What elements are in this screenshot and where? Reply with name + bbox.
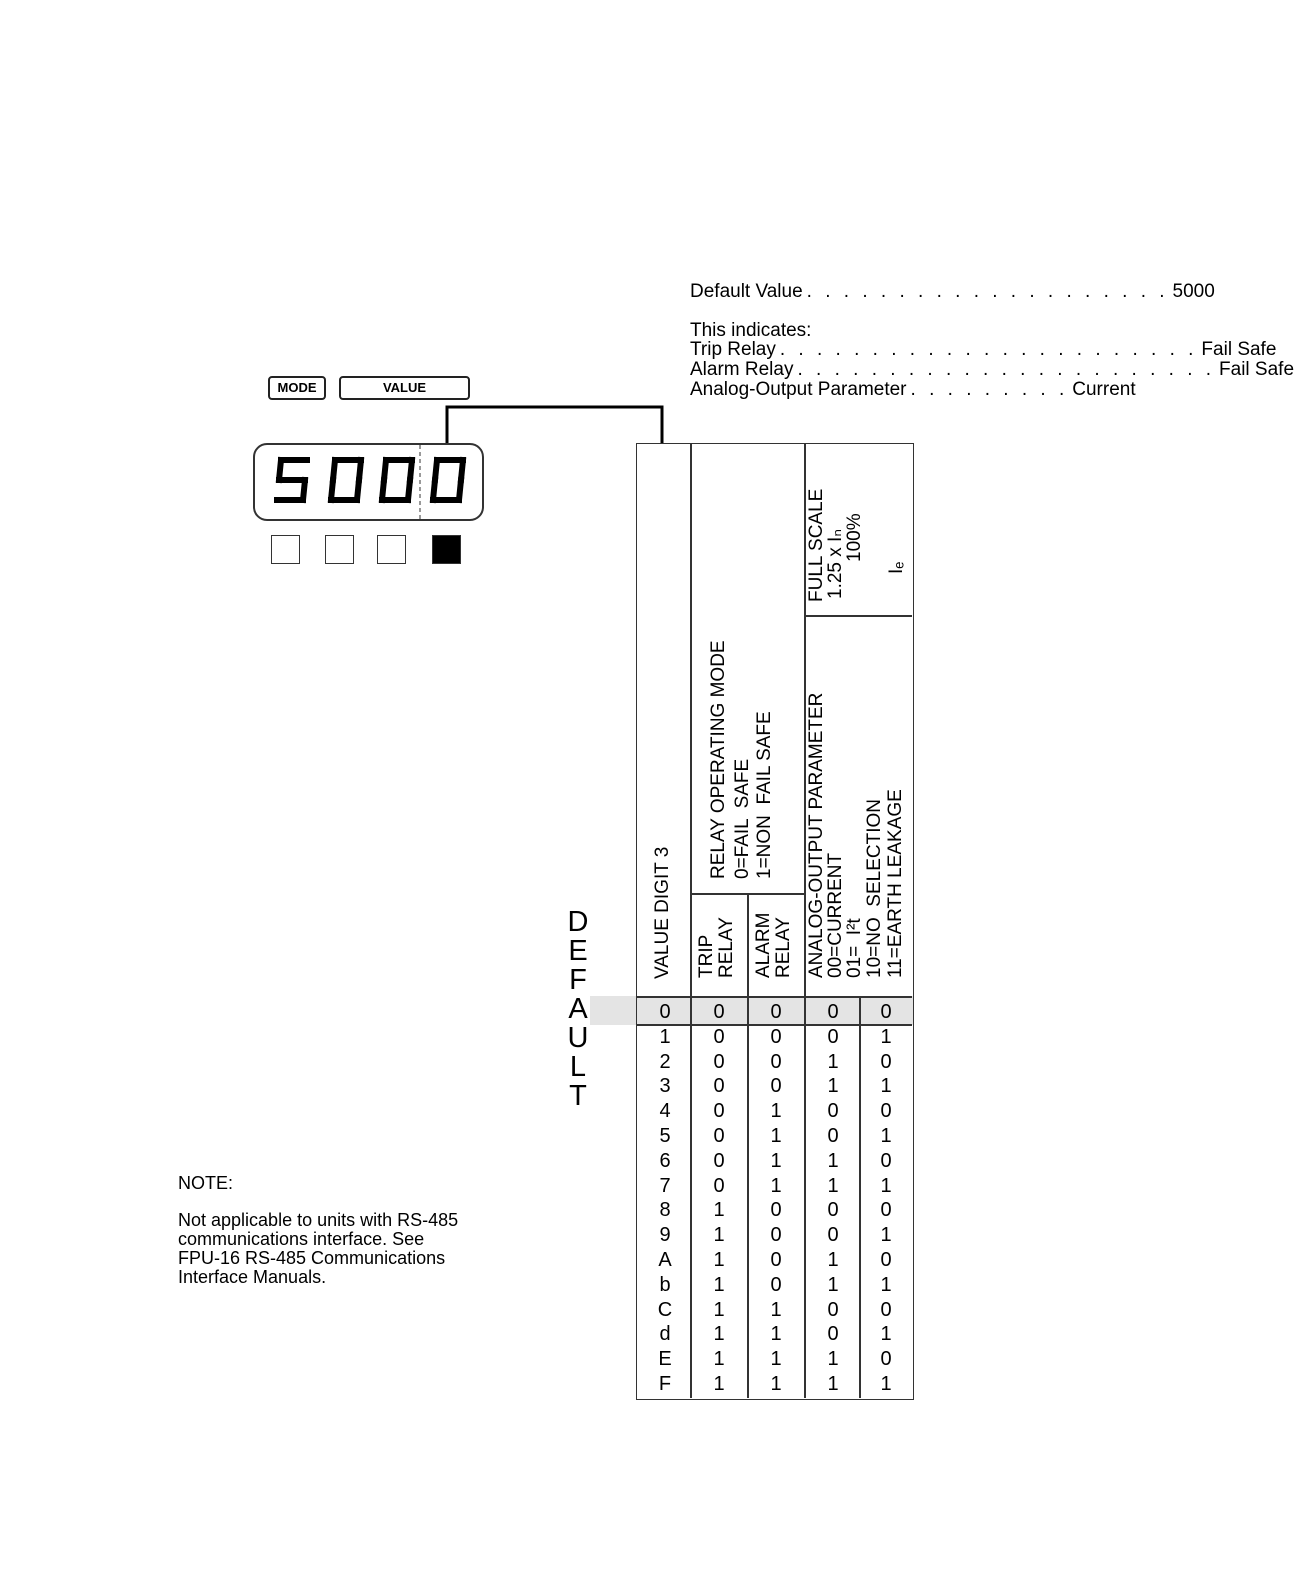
table-cell: 2 — [659, 1050, 671, 1073]
table-cell: 0 — [713, 1025, 725, 1048]
table-cell: 1 — [659, 1025, 671, 1048]
digit-segment — [433, 480, 435, 500]
full-scale-current: 1.25 x Iₙ — [825, 529, 846, 599]
note-line-2: communications interface. See — [178, 1229, 425, 1249]
note-title: NOTE: — [178, 1173, 234, 1193]
table-cell: b — [659, 1273, 671, 1296]
table-cell: 5 — [659, 1125, 671, 1147]
analog-output-header: ANALOG-OUTPUT PARAMETER — [806, 692, 827, 978]
table-cell: 0 — [713, 1125, 725, 1147]
table-cell: 1 — [770, 1174, 782, 1197]
default-letter: L — [569, 1051, 587, 1083]
table-cell: 1 — [880, 1273, 892, 1296]
table-cell: 0 — [827, 1125, 839, 1147]
digit-segment — [410, 460, 412, 480]
table-cell: 0 — [827, 1323, 839, 1346]
trip-relay-label: Trip Relay — [690, 339, 776, 360]
leader-dots: . . . . . . . . . — [910, 379, 1069, 400]
table-cell: 0 — [827, 1001, 839, 1023]
digit-indicator-3 — [377, 535, 406, 564]
table-cell: 0 — [880, 1001, 892, 1023]
default-letter: D — [567, 906, 589, 938]
seven-segment-digits — [255, 445, 482, 519]
full-scale-percent: 100% — [844, 513, 865, 562]
table-cell: 1 — [770, 1323, 782, 1346]
digit-indicator-4-selected — [432, 535, 461, 564]
table-cell: 1 — [713, 1298, 725, 1321]
alarm-relay-header-1: ALARM — [753, 912, 774, 978]
table-cell: 0 — [713, 1050, 725, 1073]
relay-mode-option-1: 1=NON FAIL SAFE — [754, 711, 775, 879]
table-cell: 0 — [827, 1224, 839, 1247]
relay-mode-option-0: 0=FAIL SAFE — [732, 758, 753, 879]
table-cell: 0 — [770, 1050, 782, 1073]
analog-output-label: Analog-Output Parameter — [690, 379, 907, 400]
default-letter: T — [569, 1080, 587, 1112]
default-letter: E — [568, 935, 588, 967]
table-cell: 1 — [827, 1050, 839, 1073]
table-cell: 1 — [713, 1373, 725, 1395]
table-cell: 1 — [827, 1149, 839, 1172]
digit-segment — [382, 480, 384, 500]
table-cell: 1 — [880, 1174, 892, 1197]
digit-segment — [461, 460, 463, 480]
analog-output-value: Current — [1072, 379, 1136, 400]
analog-option-10: 10=NO SELECTION — [864, 799, 885, 978]
digit-segment — [384, 460, 386, 480]
table-cell: 8 — [659, 1199, 671, 1222]
table-cell: 0 — [770, 1001, 782, 1023]
table-cell: 0 — [770, 1199, 782, 1222]
table-cell: 1 — [827, 1174, 839, 1197]
digit-segment — [333, 460, 335, 480]
table-cell: 1 — [770, 1125, 782, 1147]
alarm-relay-label: Alarm Relay — [690, 359, 794, 380]
default-value-label: Default Value — [690, 281, 803, 302]
table-cell: 0 — [827, 1298, 839, 1321]
trip-relay-header-2: RELAY — [716, 917, 737, 978]
table-cell: 0 — [713, 1075, 725, 1098]
digit-segment — [331, 480, 333, 500]
alarm-relay-header-2: RELAY — [773, 917, 794, 978]
table-cell: 1 — [713, 1224, 725, 1247]
table-cell: C — [657, 1298, 673, 1321]
table-cell: 0 — [770, 1075, 782, 1098]
value-button[interactable]: VALUE — [339, 376, 470, 400]
table-cell: E — [658, 1348, 672, 1371]
table-cell: 1 — [827, 1373, 839, 1395]
table-cell: 1 — [770, 1373, 782, 1395]
table-cell: 0 — [713, 1174, 725, 1197]
table-cell: 1 — [827, 1075, 839, 1098]
table-cell: 0 — [713, 1149, 725, 1172]
note-line-1: Not applicable to units with RS-485 — [178, 1210, 459, 1230]
table-cell: 9 — [659, 1224, 671, 1247]
note-line-3: FPU-16 RS-485 Communications — [178, 1248, 446, 1268]
table-cell: 3 — [659, 1075, 671, 1098]
analog-option-11: 11=EARTH LEAKAGE — [885, 789, 906, 978]
table-cell: 1 — [713, 1323, 725, 1346]
table-cell: 6 — [659, 1149, 671, 1172]
table-cell: 0 — [827, 1199, 839, 1222]
table-cell: 1 — [827, 1249, 839, 1271]
indicates-label: This indicates: — [690, 320, 812, 341]
table-cell: 1 — [880, 1224, 892, 1247]
table-cell: 1 — [770, 1348, 782, 1371]
table-cell: 1 — [827, 1348, 839, 1371]
row-divider — [637, 996, 912, 998]
analog-option-00: 00=CURRENT — [825, 852, 846, 978]
default-value: 5000 — [1172, 281, 1215, 302]
table-cell: 1 — [880, 1075, 892, 1098]
table-cell: 0 — [659, 1001, 671, 1023]
table-cell: 0 — [880, 1149, 892, 1172]
table-cell: 0 — [713, 1001, 725, 1023]
table-cell: 0 — [827, 1100, 839, 1123]
table-cell: 0 — [880, 1348, 892, 1371]
leader-dots: . . . . . . . . . . . . . . . . . . . . — [806, 281, 1169, 302]
relay-mode-header: RELAY OPERATING MODE — [708, 640, 729, 879]
value-digit-table — [636, 443, 914, 1400]
note-line-4: Interface Manuals. — [178, 1267, 327, 1287]
leader-dots: . . . . . . . . . . . . . . . . . . . . . . . — [779, 339, 1198, 360]
table-cell: 0 — [770, 1025, 782, 1048]
default-letter: U — [567, 1022, 589, 1054]
table-cell: 1 — [770, 1298, 782, 1321]
table-cell: 0 — [770, 1224, 782, 1247]
default-vertical-label — [565, 908, 591, 1111]
table-cell: d — [659, 1323, 671, 1346]
default-letter: A — [568, 993, 588, 1025]
table-cell: 0 — [880, 1050, 892, 1073]
table-cell: 1 — [713, 1199, 725, 1222]
row-divider — [804, 615, 912, 617]
table-cell: 1 — [880, 1323, 892, 1346]
mode-button[interactable]: MODE — [268, 376, 326, 400]
table-cell: 1 — [713, 1273, 725, 1296]
table-cell: 1 — [827, 1273, 839, 1296]
table-cell: 4 — [659, 1100, 671, 1123]
row-divider — [690, 893, 804, 895]
table-cell: F — [658, 1373, 672, 1395]
digit-indicator-2 — [325, 535, 354, 564]
default-letter: F — [569, 964, 587, 996]
table-cell: 0 — [880, 1100, 892, 1123]
table-cell: 7 — [659, 1174, 671, 1197]
digit-segment — [359, 460, 361, 480]
table-cell: 0 — [880, 1249, 892, 1271]
table-cell: 0 — [713, 1100, 725, 1123]
alarm-relay-value: Fail Safe — [1219, 359, 1294, 380]
table-cell: 1 — [880, 1125, 892, 1147]
table-cell: 1 — [880, 1373, 892, 1395]
leader-dots: . . . . . . . . . . . . . . . . . . . . . . . — [797, 359, 1216, 380]
table-cell: 0 — [770, 1273, 782, 1296]
digit-segment — [435, 460, 437, 480]
table-cell: 1 — [770, 1100, 782, 1123]
full-scale-earth-leakage: Iₑ — [886, 561, 907, 574]
table-cell: 0 — [770, 1249, 782, 1271]
table-cell: 0 — [827, 1025, 839, 1048]
digit-indicator-1 — [271, 535, 300, 564]
table-cell: A — [658, 1249, 672, 1271]
table-cell: 1 — [713, 1348, 725, 1371]
table-cell: 0 — [880, 1199, 892, 1222]
table-cell: 0 — [880, 1298, 892, 1321]
table-cell: 1 — [770, 1149, 782, 1172]
table-cell: 1 — [713, 1249, 725, 1271]
trip-relay-value: Fail Safe — [1201, 339, 1277, 360]
analog-option-01: 01= I²t — [844, 918, 865, 978]
full-scale-header: FULL SCALE — [806, 488, 827, 602]
trip-relay-header-1: TRIP — [696, 934, 717, 978]
col-header-value-digit: VALUE DIGIT 3 — [652, 846, 673, 979]
led-display — [253, 443, 484, 521]
table-cell: 1 — [880, 1025, 892, 1048]
